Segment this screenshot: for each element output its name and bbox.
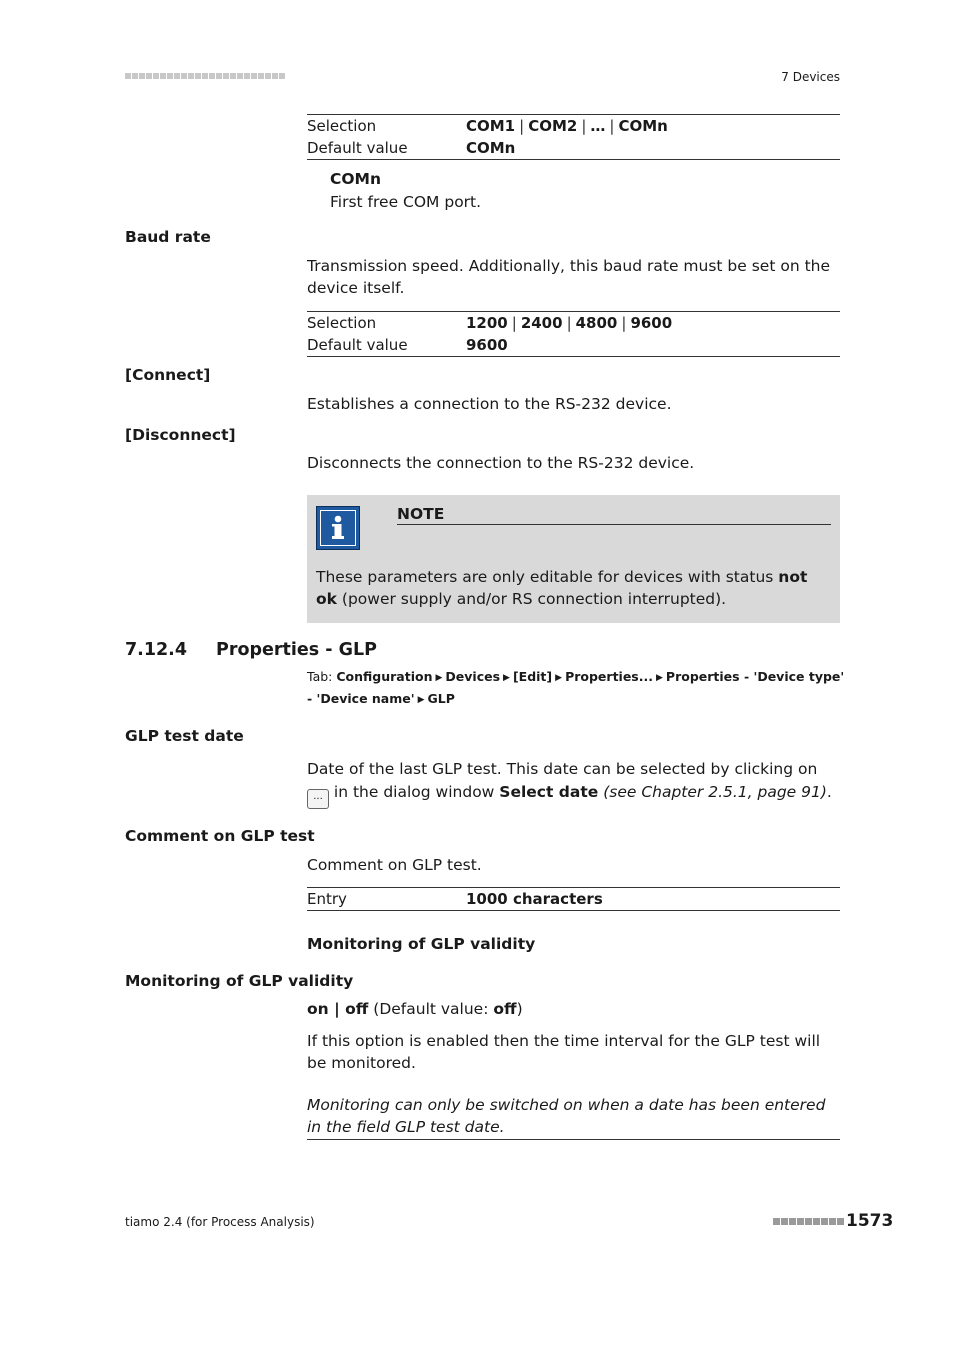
monitoring-subheading: Monitoring of GLP validity	[307, 935, 536, 953]
section-number: 7.12.4	[125, 640, 188, 660]
selection-values: 1200 | 2400 | 4800 | 9600	[466, 314, 673, 332]
connect-label: [Connect]	[125, 366, 211, 384]
glp-comment-label: Comment on GLP test	[125, 827, 315, 845]
default-key: Default value	[307, 139, 408, 157]
page-number: 1573	[846, 1211, 894, 1231]
footer-product: tiamo 2.4 (for Process Analysis)	[125, 1215, 315, 1229]
default-value: 9600	[466, 336, 508, 354]
baud-rate-desc: Transmission speed. Additionally, this baud rate must be set on the device itself.	[307, 257, 831, 297]
comn-term: COMn	[330, 170, 382, 188]
comn-desc: First free COM port.	[330, 193, 482, 211]
entry-key: Entry	[307, 890, 347, 908]
baud-rate-table	[307, 311, 840, 357]
note-box	[307, 495, 840, 623]
disconnect-label: [Disconnect]	[125, 426, 236, 444]
selection-key: Selection	[307, 117, 377, 135]
monitoring-label: Monitoring of GLP validity	[125, 972, 354, 990]
glp-comment-desc: Comment on GLP test.	[307, 856, 482, 874]
entry-value: 1000 characters	[466, 890, 603, 908]
selection-values: COM1 | COM2 | … | COMn	[466, 117, 668, 135]
section-title: Properties - GLP	[216, 640, 377, 660]
monitoring-options: on | off (Default value: off)	[307, 1000, 523, 1018]
glp-test-date-desc: Date of the last GLP test. This date can be selected by clicking on ... in the dialog window Select date (see Chapter 2.5.1, page 91).	[307, 758, 840, 809]
note-title: NOTE	[397, 505, 831, 525]
ellipsis-button-icon: ...	[307, 789, 329, 809]
chapter-header: 7 Devices	[781, 70, 840, 84]
default-key: Default value	[307, 336, 408, 354]
connect-desc: Establishes a connection to the RS-232 device.	[307, 395, 672, 413]
tab-path: Tab: Configuration ▶ Devices ▶ [Edit] ▶ Properties... ▶ Properties - 'Device type' - 'Device name' ▶ GLP	[307, 669, 845, 706]
glp-test-date-label: GLP test date	[125, 727, 244, 745]
monitoring-desc: If this option is enabled then the time interval for the GLP test will be monitored.	[307, 1032, 821, 1072]
selection-key: Selection	[307, 314, 377, 332]
note-text: These parameters are only editable for devices with status not ok (power supply and/or RS connection interrupted).	[316, 568, 808, 608]
footer-decoration	[773, 1218, 845, 1229]
com-port-table	[307, 114, 840, 160]
comn-definition	[330, 168, 481, 214]
monitoring-note: Monitoring can only be switched on when a date has been entered in the field GLP test date.	[307, 1094, 840, 1140]
disconnect-desc: Disconnects the connection to the RS-232 device.	[307, 454, 695, 472]
default-value: COMn	[466, 139, 516, 157]
info-icon	[316, 506, 360, 550]
baud-rate-label: Baud rate	[125, 228, 211, 246]
glp-comment-table	[307, 887, 840, 911]
header-decoration	[125, 73, 286, 82]
